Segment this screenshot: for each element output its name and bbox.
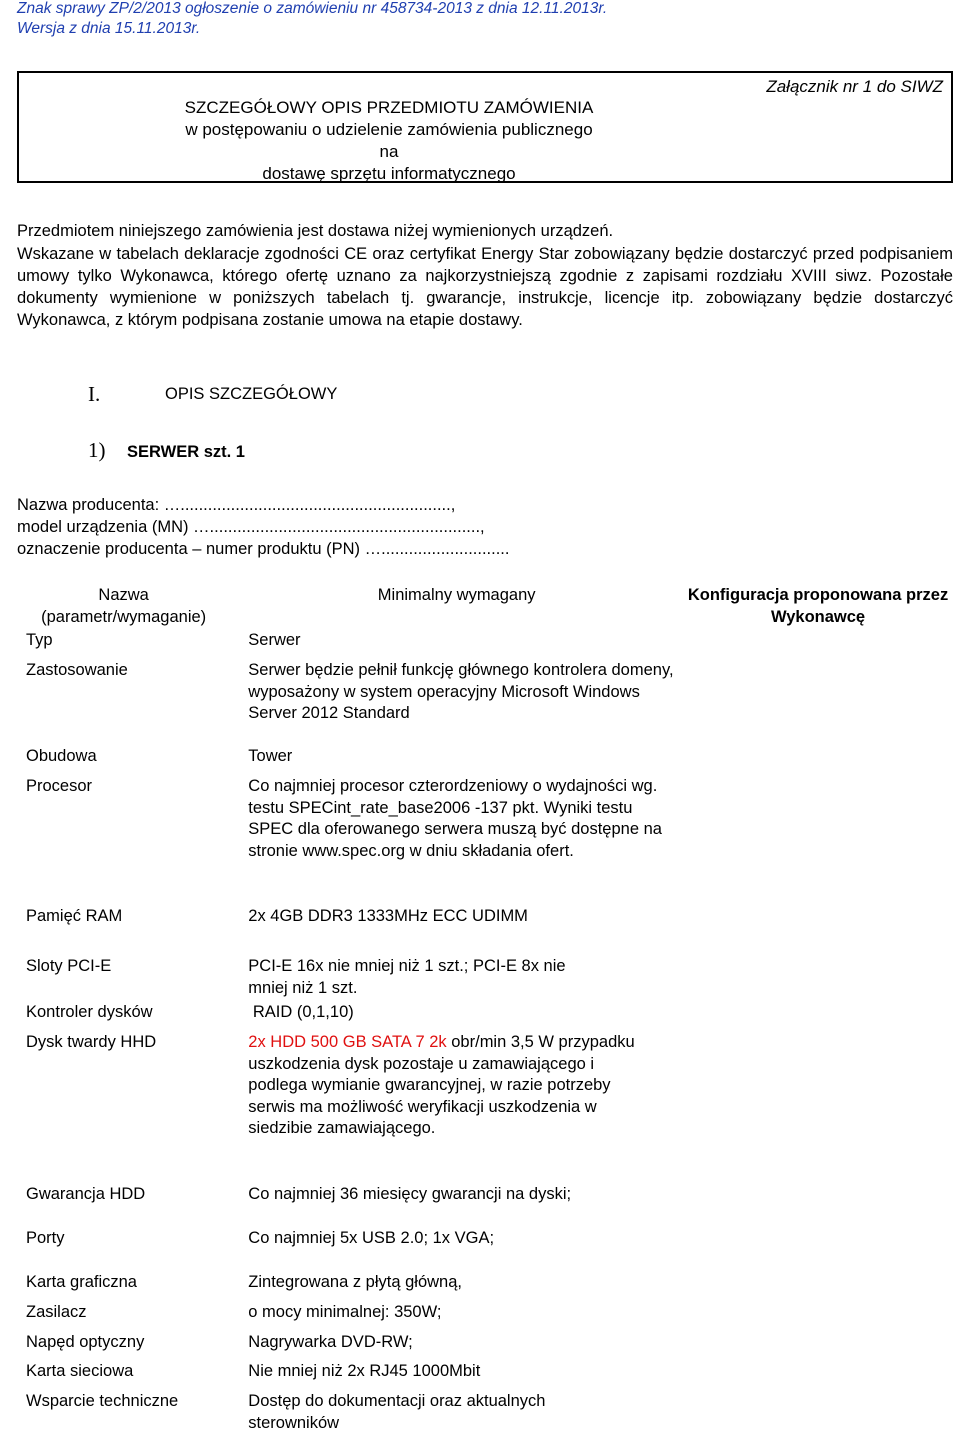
value-cell: Co najmniej procesor czterordzeniowy o wydajności wg. testu SPECint_rate_base2006 -137 pkt. Wyniki testu SPEC dla oferowanego serwera muszą być dostępne na stronie www.spec.org w dniu składania ofert. [248, 777, 662, 860]
header-minimum-required: Minimalny wymagany [377, 586, 536, 604]
param-cell: Zasilacz [26, 1303, 87, 1321]
param-cell: Typ [26, 631, 53, 649]
subsection-number: 1) [88, 438, 106, 462]
value-cell [230, 1032, 683, 1184]
param-cell: Wsparcie techniczne [26, 1392, 179, 1410]
offer-cell [683, 1184, 953, 1228]
value-cell: PCI-E 16x nie mniej niż 1 szt.; PCI-E 8x nie mniej niż 1 szt. [248, 957, 566, 997]
producer-name-field: Nazwa producenta: …..........................................................., [17, 496, 456, 514]
table-row [17, 746, 953, 776]
table-row [17, 1391, 953, 1435]
param-cell: Zastosowanie [26, 661, 128, 679]
header-proposed-configuration: Konfiguracja proponowana przez Wykonawcę [687, 586, 949, 626]
param-cell: Karta sieciowa [26, 1362, 134, 1380]
offer-cell [683, 1361, 953, 1391]
param-cell: Pamięć RAM [26, 907, 123, 925]
value-cell: Co najmniej 36 miesięcy gwarancji na dyski; [248, 1185, 572, 1203]
offer-cell [683, 630, 953, 660]
subsection-title: SERWER szt. 1 [127, 443, 245, 461]
param-cell: Porty [26, 1229, 65, 1247]
param-cell: Obudowa [26, 747, 97, 765]
title-line-3: na [379, 142, 399, 161]
value-cell: Co najmniej 5x USB 2.0; 1x VGA; [248, 1229, 495, 1247]
version-date-line: Wersja z dnia 15.11.2013r. [17, 20, 201, 37]
value-cell: o mocy minimalnej: 350W; [248, 1303, 442, 1321]
offer-cell [683, 956, 953, 1002]
param-cell: Procesor [26, 777, 93, 795]
section-title: OPIS SZCZEGÓŁOWY [165, 385, 338, 403]
value-cell: Serwer będzie pełnił funkcję głównego kontrolera domeny, wyposażony w system operacyjny Microsoft Windows Server 2012 Standard [248, 661, 674, 722]
requirements-paragraph: Wskazane w tabelach deklaracje zgodności CE oraz certyfikat Energy Star zobowiązany będzie dostarczyć przed podpisaniem umowy tylko Wykonawca, którego ofertę uznano za najkorzystniejszą zgodnie z zapisami rozdziału XVIII siwz. Pozostałe dokumenty wymienione w poniższych tabelach tj. gwarancje, instrukcje, licencje itp. zobowiązany będzie dostarczyć Wykonawca, z którym podpisana zostanie umowa na etapie dostawy. [17, 245, 953, 329]
offer-cell [683, 660, 953, 746]
offer-cell [683, 1272, 953, 1302]
param-cell: Sloty PCI-E [26, 957, 112, 975]
param-cell: Kontroler dysków [26, 1003, 153, 1021]
case-reference-line: Znak sprawy ZP/2/2013 ogłoszenie o zamówieniu nr 458734-2013 z dnia 12.11.2013r. [17, 0, 608, 17]
param-cell: Karta graficzna [26, 1273, 137, 1291]
table-row [17, 956, 953, 1002]
offer-cell [683, 1228, 953, 1272]
offer-cell [683, 1032, 953, 1184]
value-cell: RAID (0,1,10) [248, 1003, 354, 1021]
table-row [17, 1302, 953, 1332]
offer-cell [683, 1332, 953, 1361]
table-row [17, 1228, 953, 1272]
value-cell: Dostęp do dokumentacji oraz aktualnych sterowników [248, 1392, 546, 1432]
param-cell: Gwarancja HDD [26, 1185, 146, 1203]
title-box [17, 71, 953, 183]
header-parameter: Nazwa (parametr/wymaganie) [41, 586, 207, 626]
section-number: I. [88, 382, 101, 406]
value-cell: 2x 4GB DDR3 1333MHz ECC UDIMM [248, 907, 528, 925]
document-title [19, 97, 759, 185]
table-row [17, 1332, 953, 1361]
specification-table [17, 585, 953, 1435]
param-cell: Napęd optyczny [26, 1333, 145, 1351]
offer-cell [683, 746, 953, 776]
offer-cell [683, 1002, 953, 1032]
table-row [17, 1184, 953, 1228]
attachment-label: Załącznik nr 1 do SIWZ [766, 77, 943, 96]
intro-sentence: Przedmiotem niniejszego zamówienia jest dostawa niżej wymienionych urządzeń. [17, 222, 614, 240]
param-cell: Dysk twardy HHD [26, 1033, 157, 1051]
table-row [17, 906, 953, 956]
value-cell: Nie mniej niż 2x RJ45 1000Mbit [248, 1362, 481, 1380]
value-cell: Serwer [248, 631, 301, 649]
table-row [17, 1032, 953, 1184]
offer-cell [683, 1391, 953, 1435]
table-row [17, 1272, 953, 1302]
offer-cell [683, 776, 953, 906]
title-line-1: SZCZEGÓŁOWY OPIS PRZEDMIOTU ZAMÓWIENIA [184, 98, 594, 117]
offer-cell [683, 906, 953, 956]
title-line-2: w postępowaniu o udzielenie zamówienia publicznego [185, 120, 593, 139]
table-row [17, 776, 953, 906]
disk-spec-highlight: 2x HDD 500 GB SATA 7 2k [248, 1033, 447, 1051]
part-number-field: oznaczenie producenta – numer produktu (PN) …............................ [17, 540, 510, 558]
offer-cell [683, 1302, 953, 1332]
value-cell: Zintegrowana z płytą główną, [248, 1273, 462, 1291]
table-row [17, 630, 953, 660]
table-row [17, 660, 953, 746]
disk-spec-text: obr/min 3,5 W przypadku uszkodzenia dysk pozostaje u zamawiającego i podlega wymianie gwarancyjnej, w razie potrzeby serwis ma możliwość weryfikacji uszkodzenia w siedzibie zamawiającego. [248, 1033, 635, 1137]
value-cell: Nagrywarka DVD-RW; [248, 1333, 413, 1351]
value-cell: Tower [248, 747, 293, 765]
table-row [17, 1002, 953, 1032]
table-header-row [17, 585, 953, 630]
device-model-field: model urządzenia (MN) …..........................................................., [17, 518, 485, 536]
table-row [17, 1361, 953, 1391]
title-line-4: dostawę sprzętu informatycznego [262, 164, 516, 183]
